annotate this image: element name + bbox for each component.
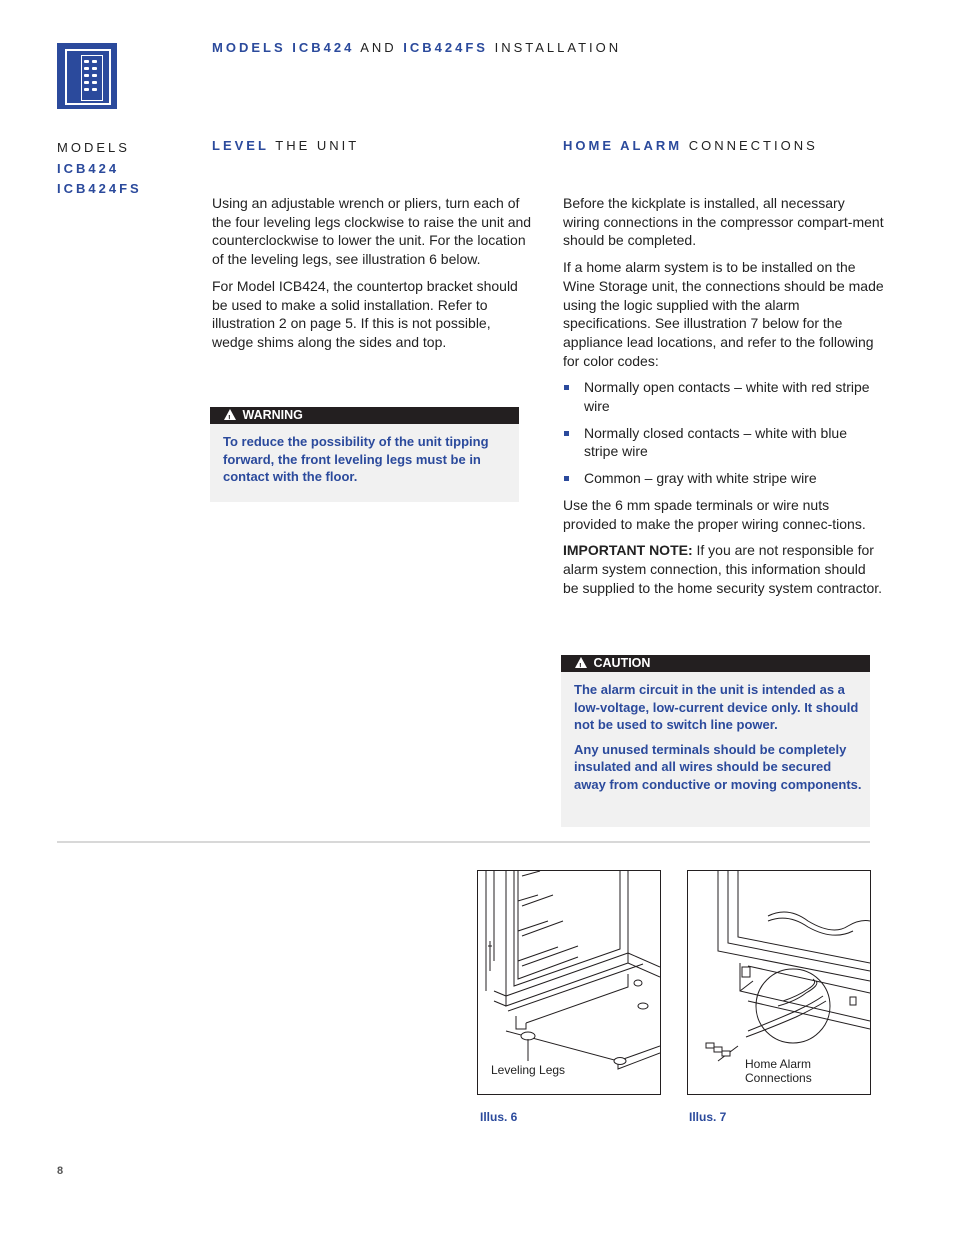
brand-logo (57, 43, 117, 109)
home-alarm-label-line-1: Home Alarm (745, 1057, 812, 1071)
sidebar-model-2: ICB424FS (57, 181, 142, 196)
list-item (563, 469, 885, 488)
section-divider (57, 841, 870, 843)
bullet-icon (564, 476, 569, 481)
level-heading (212, 138, 359, 153)
header-models: MODELS ICB424 (212, 40, 355, 55)
sidebar-model-1: ICB424 (57, 160, 120, 176)
level-paragraph-2: For Model ICB424, the countertop bracket should be used to make a solid installation. Refer to illustration 2 on page 5. If this is not possible, wedge shims along the sides and top. (212, 277, 518, 350)
warning-icon (224, 409, 236, 420)
illustration-6 (477, 870, 661, 1095)
bullet-icon (564, 431, 569, 436)
caution-text-1: The alarm circuit in the unit is intended as a low-voltage, low-current device only. It should not be used to switch line power. (574, 682, 859, 732)
page-header (212, 40, 621, 55)
warning-bar (210, 407, 519, 424)
illustration-7 (687, 870, 871, 1095)
caution-label: CAUTION (593, 656, 651, 670)
warning-label: WARNING (242, 408, 303, 422)
alarm-paragraph-1: Before the kickplate is installed, all necessary wiring connections in the compressor compart-ment should be completed. (563, 195, 884, 249)
alarm-paragraph-3: Use the 6 mm spade terminals or wire nuts provided to make the proper wiring connec-tions. (563, 496, 866, 532)
important-note (563, 541, 885, 597)
bullet-text: Normally closed contacts – white with blue stripe wire (584, 424, 848, 460)
list-item (563, 378, 885, 415)
level-heading-bold: LEVEL (212, 138, 269, 153)
alarm-heading (563, 138, 818, 153)
warning-box (210, 407, 519, 502)
level-heading-rest: THE UNIT (268, 138, 360, 153)
header-installation: INSTALLATION (487, 40, 622, 55)
important-note-text: If you are not responsible for alarm system connection, this information should be supplied to the home security system contractor. (563, 542, 883, 596)
header-and: AND (354, 40, 404, 55)
bullet-icon (564, 385, 569, 390)
caution-bar (561, 655, 870, 672)
alarm-paragraph-2: If a home alarm system is to be installed on the Wine Storage unit, the connections should be made using the logic supplied with the alarm specifications. See illustration 7 below for the appliance lead locations, and refer to the following for color codes: (563, 259, 884, 369)
color-code-list (563, 378, 885, 488)
illus-7-caption: Illus. 7 (689, 1110, 727, 1124)
alarm-section (563, 194, 885, 605)
level-section (212, 194, 534, 360)
page-number: 8 (57, 1165, 64, 1177)
level-paragraph-1: Using an adjustable wrench or pliers, turn each of the four leveling legs clockwise to raise the unit and counterclockwise to lower the unit. For the location of the leveling legs, see illustration 6 below. (212, 195, 532, 268)
alarm-heading-bold: HOME ALARM (563, 138, 683, 153)
caution-text-2: Any unused terminals should be completely insulated and all wires should be secured away from conductive or moving components. (574, 741, 862, 792)
leveling-legs-label: Leveling Legs (491, 1063, 566, 1077)
warning-text: To reduce the possibility of the unit tipping forward, the front leveling legs must be in contact with the floor. (223, 434, 489, 484)
leveling-legs-drawing (478, 871, 660, 1094)
sidebar-label: MODELS (57, 140, 130, 155)
home-alarm-label-line-2: Connections (745, 1071, 812, 1085)
models-sidebar (57, 138, 142, 200)
bullet-text: Common – gray with white stripe wire (584, 470, 817, 487)
alarm-heading-rest: CONNECTIONS (682, 138, 818, 153)
home-alarm-label (745, 1057, 812, 1085)
list-item (563, 424, 885, 461)
caution-box (561, 655, 870, 827)
illus-6-caption: Illus. 6 (480, 1110, 518, 1124)
header-model2: ICB424FS (403, 40, 488, 55)
bullet-text: Normally open contacts – white with red stripe wire (584, 379, 870, 415)
important-note-label: IMPORTANT NOTE: (563, 542, 693, 559)
caution-icon (575, 657, 587, 668)
